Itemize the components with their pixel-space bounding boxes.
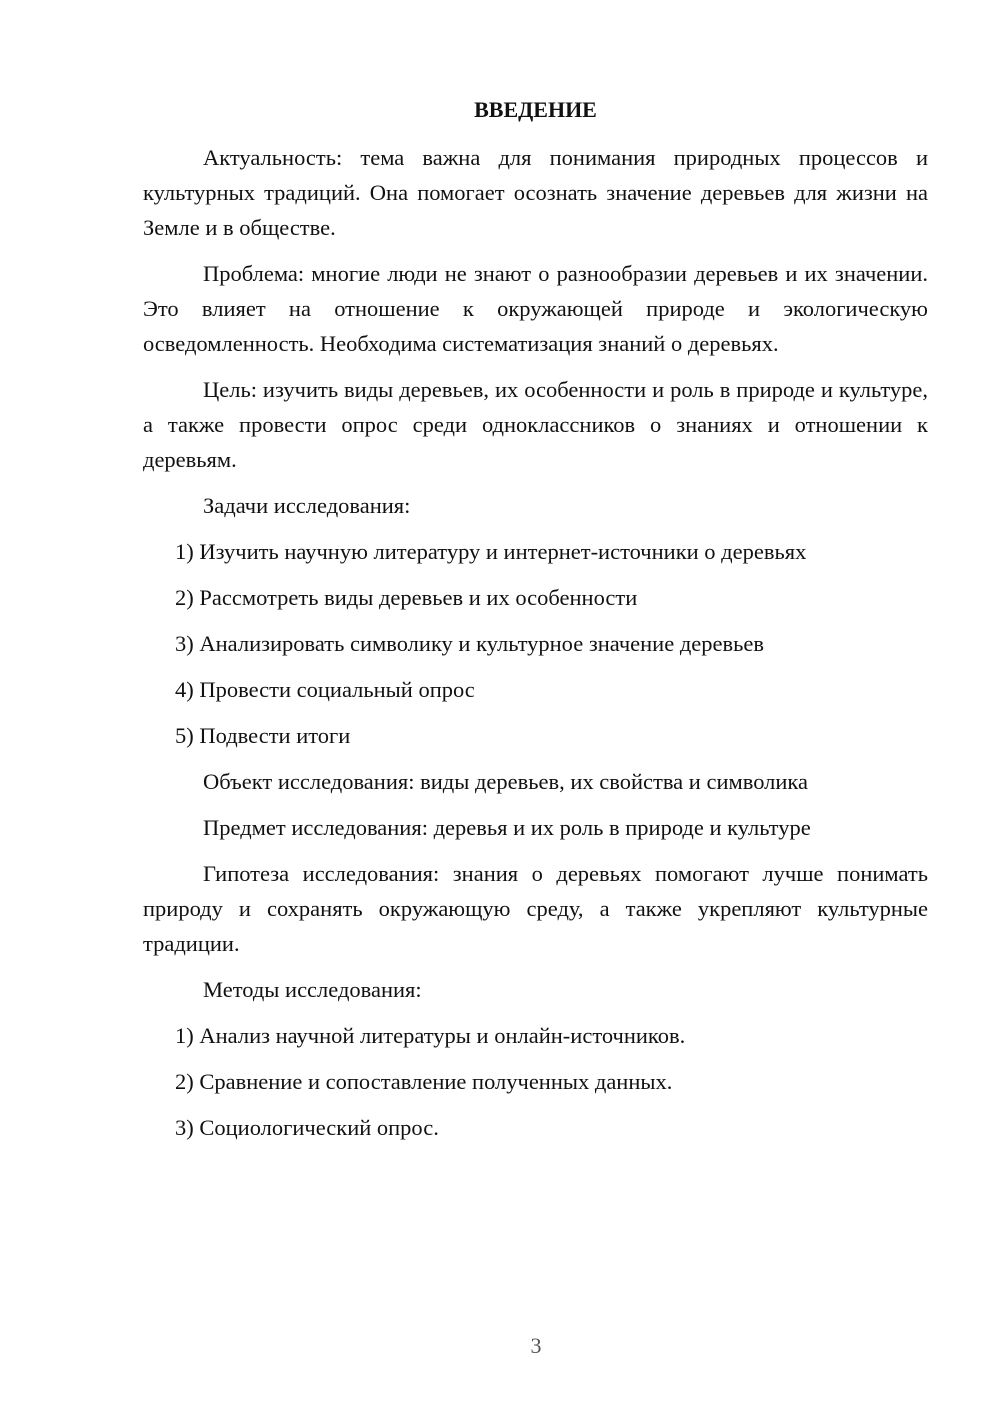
method-item: 3) Социологический опрос. — [175, 1115, 439, 1140]
method-item: 2) Сравнение и сопоставление полученных данных. — [175, 1069, 673, 1094]
tasks-heading: Задачи исследования: — [203, 493, 411, 518]
task-item: 3) Анализировать символику и культурное значение деревьев — [175, 631, 764, 656]
goal-paragraph: Цель: изучить виды деревьев, их особенности и роль в природе и культуре, а также провести опрос среди одноклассников о знаниях и отношении к деревьям. — [143, 377, 928, 472]
task-item: 5) Подвести итоги — [175, 723, 351, 748]
section-title: ВВЕДЕНИЕ — [474, 97, 597, 122]
page-number: 3 — [530, 1333, 542, 1358]
page-content — [143, 94, 928, 1156]
subject-paragraph: Предмет исследования: деревья и их роль в природе и культуре — [203, 815, 811, 840]
method-item: 1) Анализ научной литературы и онлайн-источников. — [175, 1023, 686, 1048]
methods-heading: Методы исследования: — [203, 977, 422, 1002]
task-item: 2) Рассмотреть виды деревьев и их особенности — [175, 585, 638, 610]
problem-paragraph: Проблема: многие люди не знают о разнообразии деревьев и их значении. Это влияет на отношение к окружающей природе и экологическую осведомленность. Необходима систематизация знаний о деревьях. — [143, 261, 928, 356]
relevance-paragraph: Актуальность: тема важна для понимания природных процессов и культурных традиций. Она помогает осознать значение деревьев для жизни на Земле и в обществе. — [143, 145, 928, 240]
object-paragraph: Объект исследования: виды деревьев, их свойства и символика — [203, 769, 808, 794]
task-item: 1) Изучить научную литературу и интернет-источники о деревьях — [175, 539, 807, 564]
task-item: 4) Провести социальный опрос — [175, 677, 475, 702]
hypothesis-paragraph: Гипотеза исследования: знания о деревьях помогают лучше понимать природу и сохранять окружающую среду, а также укрепляют культурные традиции. — [143, 861, 928, 956]
